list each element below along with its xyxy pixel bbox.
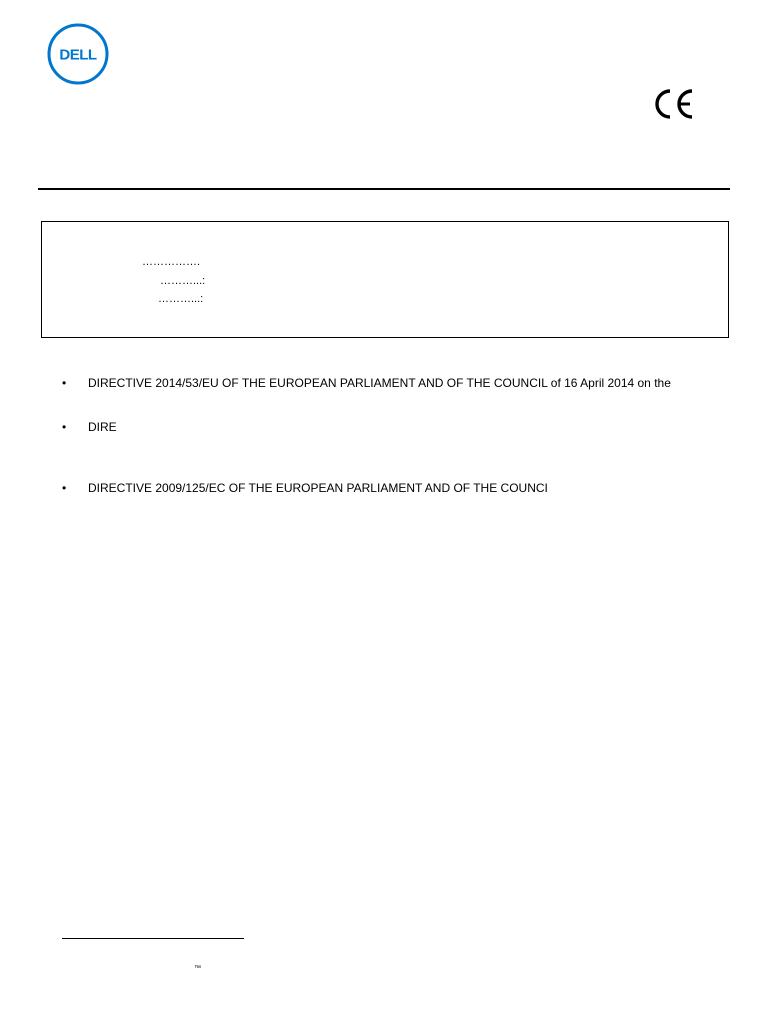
footnote-rule — [62, 938, 244, 939]
trademark-symbol: ™ — [194, 965, 201, 972]
bullet-icon: • — [62, 481, 67, 495]
bullet-icon: • — [62, 420, 67, 434]
directive-item — [62, 376, 671, 390]
bullet-icon: • — [62, 376, 67, 390]
header-rule — [38, 188, 730, 190]
ce-mark — [651, 87, 695, 121]
svg-text:DELL: DELL — [59, 46, 97, 64]
info-dots-2: ………...: — [160, 275, 206, 287]
directive-text: DIRECTIVE 2014/53/EU OF THE EUROPEAN PARLIAMENT AND OF THE COUNCIL of 16 April 2014 on the — [88, 376, 671, 390]
product-info-box — [41, 221, 729, 338]
directive-item — [62, 481, 548, 495]
dell-logo — [46, 22, 110, 86]
info-dots-3: ………...: — [158, 293, 204, 305]
directive-text: DIRE — [88, 420, 117, 434]
info-dots-1: ……………. — [142, 256, 201, 268]
directive-text: DIRECTIVE 2009/125/EC OF THE EUROPEAN PARLIAMENT AND OF THE COUNCI — [88, 481, 548, 495]
directive-item — [62, 420, 117, 434]
